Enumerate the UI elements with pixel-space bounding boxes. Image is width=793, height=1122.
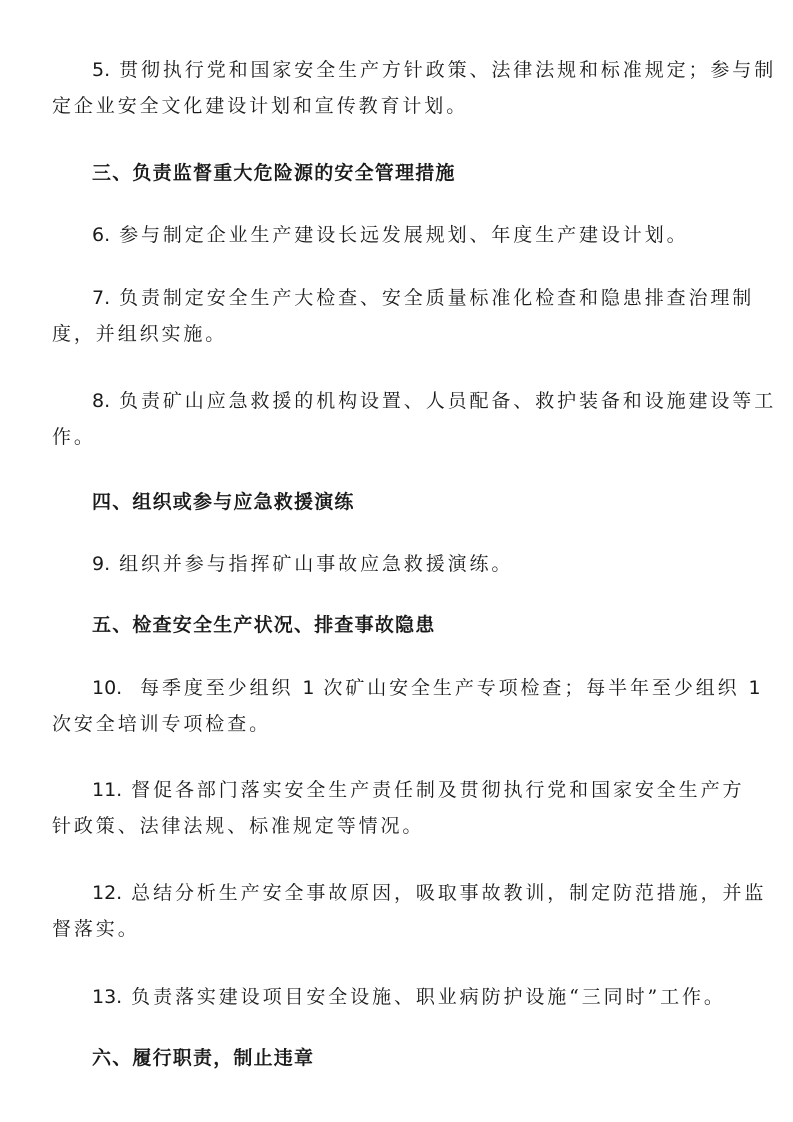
item-text: 负责矿山应急救援的机构设置、人员配备、救护装备和设施建设等工 [119, 390, 777, 412]
item-text: 次安全培训专项检查。 [52, 713, 272, 735]
item-10 [52, 670, 761, 742]
item-5-line-1 [52, 52, 777, 88]
item-text: 针政策、法律法规、标准规定等情况。 [52, 815, 425, 837]
item-13 [52, 979, 744, 1015]
item-12-line-1 [52, 875, 767, 911]
section-heading-6: 六、履行职责，制止违章 [92, 1047, 315, 1069]
item-7 [52, 280, 755, 352]
item-8-line-1 [52, 383, 777, 419]
item-9 [52, 546, 744, 582]
item-12 [52, 875, 767, 947]
item-text: 负责制定安全生产大检查、安全质量标准化检查和隐患排查治理制 [119, 287, 755, 309]
item-number: 5. [92, 59, 111, 81]
item-number: 13. [92, 986, 123, 1008]
item-number: 11. [92, 779, 123, 801]
item-text: 定企业安全文化建设计划和宣传教育计划。 [52, 95, 469, 117]
item-text: 每季度至少组织 [140, 677, 294, 699]
item-6-line-1 [52, 217, 744, 253]
item-7-line-1 [52, 280, 755, 316]
section-heading-5: 五、检查安全生产状况、排查事故隐患 [92, 614, 436, 636]
item-number: 10. [92, 677, 123, 699]
item-number: 6. [92, 224, 111, 246]
item-11-line-1 [52, 772, 744, 808]
item-text: 作。 [52, 426, 96, 448]
item-text: 督促各部门落实安全生产责任制及贯彻执行党和国家安全生产方 [131, 779, 745, 801]
section-heading-3: 三、负责监督重大危险源的安全管理措施 [92, 162, 456, 184]
item-7-line-2 [52, 316, 744, 352]
item-8 [52, 383, 777, 455]
item-text: 督落实。 [52, 918, 140, 940]
item-12-line-2 [52, 911, 744, 947]
item-11-line-2 [52, 808, 744, 844]
item-number: 9. [92, 553, 111, 575]
item-text: 负责落实建设项目安全设施、职业病防护设施“三同时”工作。 [131, 986, 726, 1008]
item-text: 次矿山安全生产专项检查；每半年至少组织 [323, 677, 740, 699]
item-6 [52, 217, 744, 253]
item-8-line-2 [52, 419, 744, 455]
item-10-line-2 [52, 706, 744, 742]
item-count: 1 [302, 677, 315, 699]
item-13-line-1 [52, 979, 744, 1015]
item-number: 7. [92, 287, 111, 309]
item-text: 贯彻执行党和国家安全生产方针政策、法律法规和标准规定；参与制 [119, 59, 777, 81]
item-9-line-1 [52, 546, 744, 582]
item-10-line-1 [52, 670, 761, 706]
item-text: 总结分析生产安全事故原因，吸取事故教训，制定防范措施，并监 [131, 882, 767, 904]
item-11 [52, 772, 744, 844]
item-text: 度，并组织实施。 [52, 323, 228, 345]
item-text: 组织并参与指挥矿山事故应急救援演练。 [119, 553, 514, 575]
item-number: 12. [92, 882, 123, 904]
item-count: 1 [748, 677, 761, 699]
item-5-line-2 [52, 88, 744, 124]
item-number: 8. [92, 390, 111, 412]
section-heading-4: 四、组织或参与应急救援演练 [92, 491, 355, 513]
item-5 [52, 52, 777, 124]
item-text: 参与制定企业生产建设长远发展规划、年度生产建设计划。 [119, 224, 689, 246]
